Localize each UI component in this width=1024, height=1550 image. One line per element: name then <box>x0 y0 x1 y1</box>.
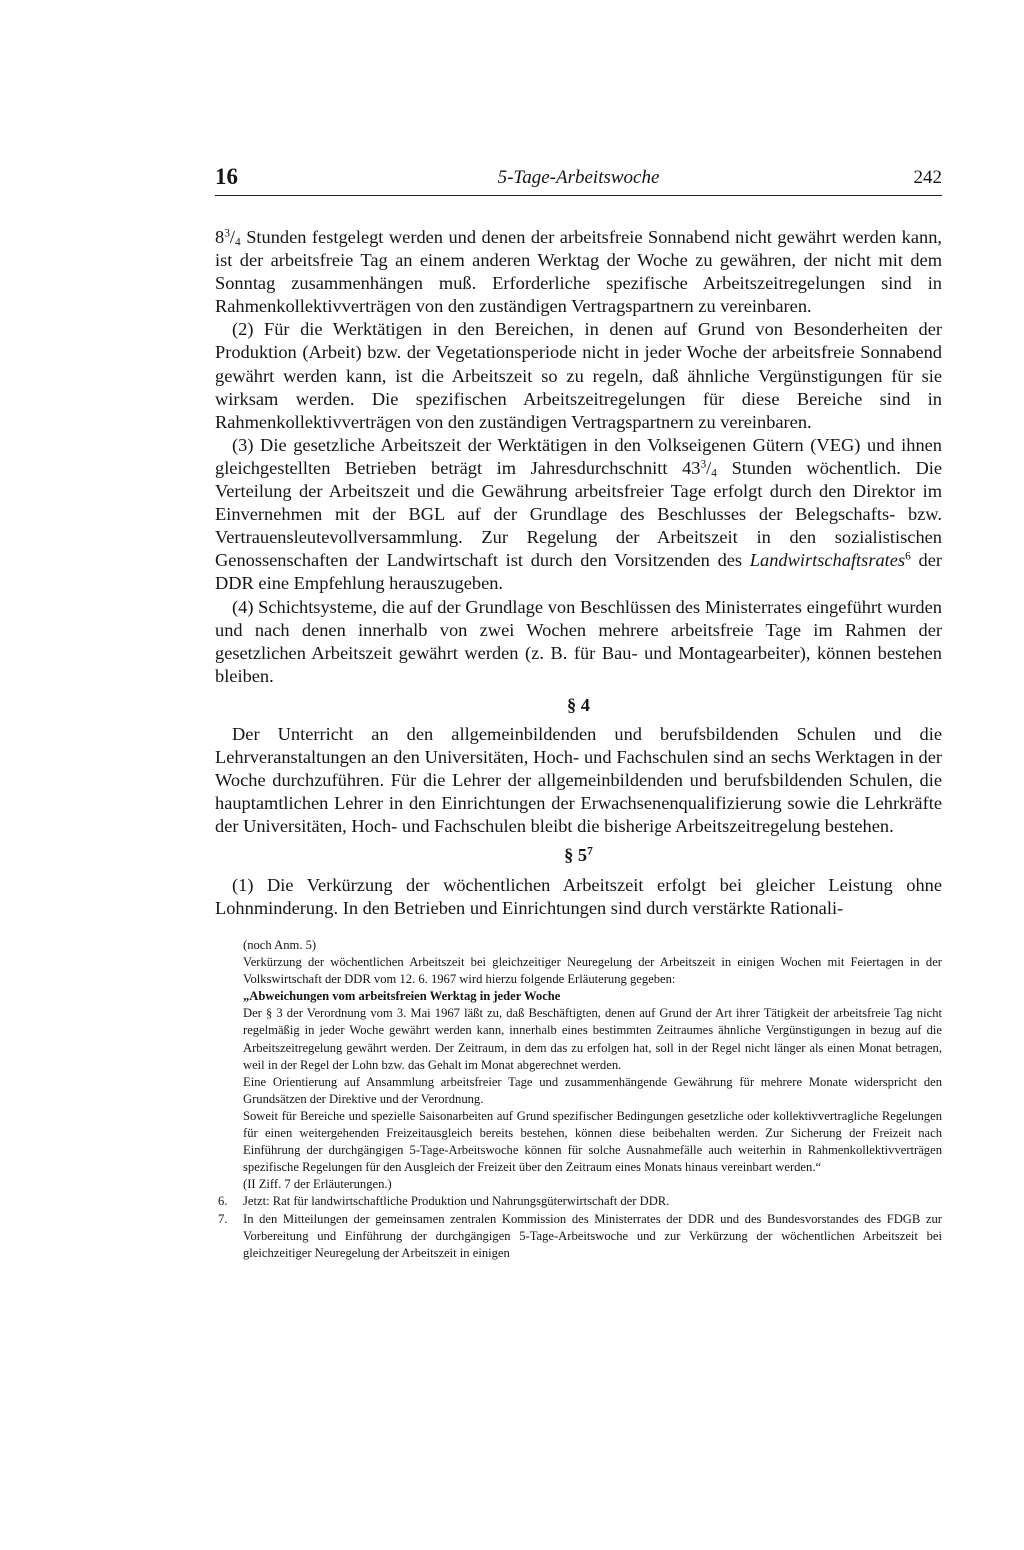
footnote-7-text: In den Mitteilungen der gemeinsamen zentralen Kommission des Ministerrates der DDR und des Bundesvorstandes des FDGB zur Vorbereitung und Einführung der durchgängigen 5-Tage-Arbeitswoche und zur Verkürzung der wöchentlichen Arbeitszeit bei gleichzeitiger Neuregelung der Arbeitszeit in einigen <box>243 1211 942 1260</box>
note5-label: (noch Anm. 5) <box>243 938 317 952</box>
page-number: 242 <box>913 167 942 188</box>
paragraph-1: $8^3/_4$ Stunden festgelegt werden und denen der arbeitsfreie Sonnabend nicht gewährt werden kann, ist der arbeitsfreie Tag an einem anderen Werktag der Woche zu gewähren, der nicht mit dem Sonntag zusammenhängen muß. Erforderliche spezifische Arbeitszeitregelungen sind in Rahmenkollektivverträgen von den zuständigen Vertragspartnern zu vereinbaren. <box>215 227 942 317</box>
paragraph-3: (3) Die gesetzliche Arbeitszeit der Werktätigen in den Volkseigenen Gütern (VEG) und ihnen gleichgestellten Betrieben beträgt im Jahresdurchschnitt $43^3/_4$ Stunden wöchentlich. Die Verteilung der Arbeitszeit und die Gewährung arbeitsfreier Tage erfolgt durch den Direktor im Einvernehmen mit der BGL auf der Grundlage des Beschlusses der Belegschafts- bzw. Vertrauensleutevollversammlung. Zur Regelung der Arbeitszeit in den sozialistischen Genossenschaften der Landwirtschaft ist durch den Vorsitzenden des Landwirtschaftsrates$^6$ der DDR eine Empfehlung herauszugeben. <box>215 434 943 594</box>
note5-paragraph-2: Eine Orientierung auf Ansammlung arbeitsfreier Tage und zusammenhängende Gewährung für mehrere Monate widerspricht den Grundsätzen der Direktive und der Verordnung. <box>243 1074 942 1106</box>
section-5-text: (1) Die Verkürzung der wöchentlichen Arbeitszeit erfolgt bei gleicher Leistung ohne Lohnminderung. In den Betrieben und Einrichtungen sind durch verstärkte Rationali- <box>215 874 942 918</box>
footnote-7-number: 7. <box>218 1211 228 1226</box>
footnote-ref-6: 6 <box>905 551 911 564</box>
note5-heading: „Abweichungen vom arbeitsfreien Werktag in jeder Woche <box>243 989 561 1004</box>
paragraph-2: (2) Für die Werktätigen in den Bereichen, in denen auf Grund von Besonderheiten der Produktion (Arbeit) bzw. der Vegetationsperiode nicht in jeder Woche der arbeitsfreie Sonnabend gewährt werden kann, ist die Arbeitszeit so zu regeln, daß ähnliche Vergünstigungen für sie wirksam werden. Die spezifischen Arbeitszeitregelungen für diese Bereiche sind in Rahmenkollektivverträgen von den zuständigen Vertragspartnern zu vereinbaren. <box>215 319 942 432</box>
footnote-6-text: Jetzt: Rat für landwirtschaftliche Produktion und Nahrungsgüterwirtschaft der DDR. <box>243 1194 670 1209</box>
header-rule <box>215 195 942 196</box>
chapter-number: 16 <box>215 164 238 189</box>
fraction: $8^3/_4$ <box>215 227 241 249</box>
footnote-6 <box>218 1193 942 1210</box>
note5-intro: Verkürzung der wöchentlichen Arbeitszeit bei gleichzeitiger Neuregelung der Arbeitszeit in einigen Wochen mit Feiertagen in der Volkswirtschaft der DDR vom 12. 6. 1967 wird hierzu folgende Erläuterung gegeben: <box>243 955 942 987</box>
section-heading-5: § $5^7$ <box>564 845 593 866</box>
running-title: 5-Tage-Arbeitswoche <box>497 167 660 188</box>
footnote-7 <box>218 1211 942 1262</box>
note5-paragraph-1: Der § 3 der Verordnung vom 3. Mai 1967 läßt zu, daß Beschäftigten, denen auf Grund der Art ihrer Tätigkeit der arbeitsfreie Tag nicht regelmäßig in jeder Woche gewährt werden kann, innerhalb eines bestimmten Zeitraumes ähnliche Vergünstigungen in bezug auf die Arbeitszeitregelung gewährt werden. Der Zeitraum, in dem das zu erfolgen hat, soll in der Regel nicht länger als einen Monat betragen, weil in der Regel der Lohn bzw. das Gehalt im Monat abgerechnet werden. <box>243 1006 942 1072</box>
section-heading-4: § 4 <box>567 694 590 715</box>
footnotes <box>218 937 942 1262</box>
main-text <box>215 226 942 920</box>
note5-reference: (II Ziff. 7 der Erläuterungen.) <box>243 1177 392 1192</box>
footnote-6-number: 6. <box>218 1194 228 1209</box>
page-header <box>215 162 942 194</box>
note5-paragraph-3: Soweit für Bereiche und spezielle Saisonarbeiten auf Grund spezifischer Bedingungen gesetzliche oder kollektivvertragliche Regelungen für einen weitergehenden Freizeitausgleich bereits bestehen, können diese beibehalten werden. Zur Sicherung der Freizeit nach Einführung der durchgängigen 5-Tage-Arbeitswoche können für solche Ausnahmefälle auch weiterhin in Rahmenkollektivverträgen spezifische Regelungen für den Ausgleich der Freizeit über den Zeitraum eines Monats hinaus vereinbart werden.“ <box>243 1108 942 1175</box>
footnote-ref-7: 7 <box>587 846 593 859</box>
paragraph-4: (4) Schichtsysteme, die auf der Grundlage von Beschlüssen des Ministerrates eingeführt wurden und nach denen innerhalb von zwei Wochen mehrere arbeitsfreie Tage im Rahmen der gesetzlichen Arbeitszeit gewährt werden (z. B. für Bau- und Montagearbeiter), können bestehen bleiben. <box>215 596 942 686</box>
section-4-text: Der Unterricht an den allgemeinbildenden und berufsbildenden Schulen und die Lehrveranstaltungen an den Universitäten, Hoch- und Fachschulen sind an sechs Werktagen in der Woche durchzuführen. Für die Lehrer der allgemeinbildenden und berufsbildenden Schulen, die hauptamtlichen Lehrer in den Einrichtungen der Erwachsenenqualifizierung sowie die Lehrkräfte der Universitäten, Hoch- und Fachschulen bleibt die bisherige Arbeitszeitregelung bestehen. <box>215 723 942 837</box>
